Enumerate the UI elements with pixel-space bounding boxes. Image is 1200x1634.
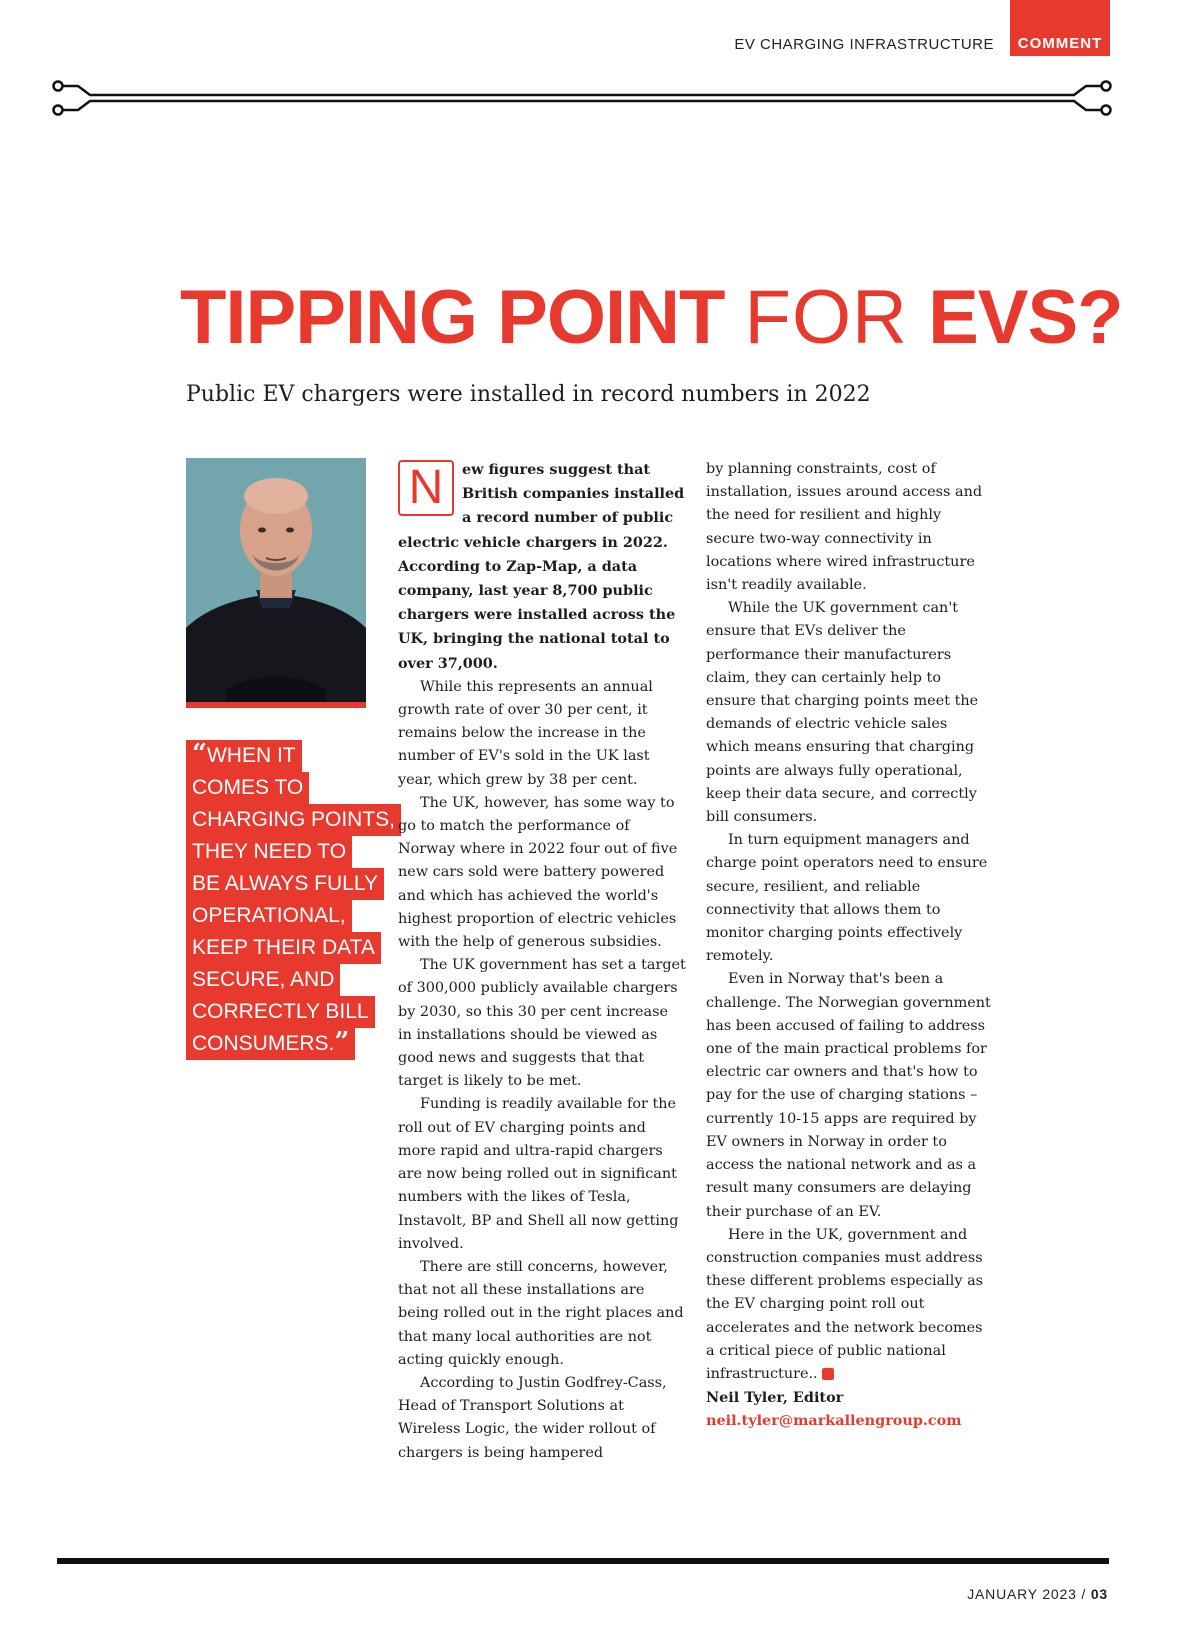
author-email-link[interactable]: neil.tyler@markallengroup.com (706, 1412, 962, 1430)
issue-date: JANUARY 2023 (967, 1586, 1077, 1602)
headline (180, 275, 1123, 360)
body-paragraph: While this represents an annual growth rate of over 30 per cent, it remains below the increase in the number of EV's sold in the UK last year, which grew by 38 per cent. (398, 678, 653, 788)
lead-paragraph (398, 458, 686, 676)
pull-quote-line: COMES TO (186, 772, 309, 804)
body-paragraph: In turn equipment managers and charge point operators need to ensure secure, resilient, and reliable connectivity that allows them to monitor charging points effectively remotely. (706, 832, 988, 965)
body-paragraph: Even in Norway that's been a challenge. The Norwegian government has been accused of failing to address one of the main practical problems for electric car owners and that's how to pay for the use of charging stations – currently 10-15 apps are required by EV owners in Norway in order to access the national network and as a result many consumers are delaying their purchase of an EV. (706, 971, 991, 1220)
pull-quote-line: CONSUMERS.” (186, 1028, 355, 1060)
body-paragraph: The UK, however, has some way to go to match the performance of Norway where in 2022 four out of five new cars sold were battery powered and which has achieved the world's highest proportion of electric vehicles with the help of generous subsidies. (398, 794, 678, 951)
body-paragraph: While the UK government can't ensure that EVs deliver the performance their manufacturers claim, they can certainly help to ensure that charging points meet the demands of electric vehicle sales which means ensuring that charging points are always fully operational, keep their data secure, and correctly bill consumers. (706, 600, 979, 826)
pull-quote-line: SECURE, AND (186, 964, 340, 996)
headline-part-2: FOR (744, 275, 908, 360)
section-label: EV CHARGING INFRASTRUCTURE (734, 36, 994, 53)
comment-tab (1010, 0, 1110, 56)
headline-part-1: TIPPING POINT (180, 275, 725, 360)
pull-quote-line: “WHEN IT (186, 740, 302, 772)
byline: Neil Tyler, Editor (706, 1389, 844, 1407)
headline-part-3: EVS? (928, 275, 1123, 360)
pull-quote-line: THEY NEED TO (186, 836, 352, 868)
drop-cap: N (398, 460, 454, 516)
folio-separator: / (1081, 1586, 1087, 1602)
footer-rule (57, 1558, 1109, 1564)
page-number: 03 (1090, 1586, 1108, 1602)
pull-quote (186, 739, 396, 1060)
article-column-1 (398, 458, 686, 1465)
pull-quote-line: BE ALWAYS FULLY (186, 868, 384, 900)
circuit-line-decoration (50, 78, 1114, 118)
body-paragraph: The UK government has set a target of 300,000 publicly available chargers by 2030, so this 30 per cent increase in installations should be viewed as good news and suggests that that target is likely to be met. (398, 957, 686, 1090)
body-paragraph: There are still concerns, however, that not all these installations are being rolled out in the right places and that many local authorities are not acting quickly enough. (398, 1258, 684, 1368)
author-portrait-illustration (186, 458, 366, 702)
standfirst: Public EV chargers were installed in record numbers in 2022 (186, 382, 871, 407)
pull-quote-line: CHARGING POINTS, (186, 804, 401, 836)
pull-quote-line: KEEP THEIR DATA (186, 932, 381, 964)
body-paragraph: Funding is readily available for the roll out of EV charging points and more rapid and ultra-rapid chargers are now being rolled out in significant numbers with the likes of Tesla, Instavolt, BP and Shell all now getting involved. (398, 1096, 679, 1252)
author-photo (186, 458, 366, 708)
end-mark-icon: NE (822, 1368, 834, 1380)
folio (800, 1586, 1108, 1602)
body-paragraph-continued: by planning constraints, cost of installation, issues around access and the need for resilient and highly secure two-way connectivity in locations where wired infrastructure isn't readily available. (706, 461, 983, 594)
comment-tab-label: COMMENT (1017, 35, 1103, 52)
close-quote-icon: ” (334, 1027, 350, 1057)
body-paragraph: According to Justin Godfrey-Cass, Head of Transport Solutions at Wireless Logic, the wider rollout of chargers is being hampered (398, 1374, 667, 1461)
pull-quote-line: CORRECTLY BILL (186, 996, 375, 1028)
open-quote-icon: “ (192, 739, 207, 769)
lead-text: ew figures suggest that British companies installed a record number of public electric vehicle chargers in 2022. According to Zap-Map, a data company, last year 8,700 public chargers were installed across the UK, bringing the national total to over 37,000. (398, 461, 685, 672)
article-column-2 (706, 458, 994, 1434)
pull-quote-line: OPERATIONAL, (186, 900, 352, 932)
final-paragraph: Here in the UK, government and construction companies must address these different problems especially as the EV charging point roll out accelerates and the network becomes a critical piece of public national infrastructure.. NE (706, 1226, 984, 1382)
